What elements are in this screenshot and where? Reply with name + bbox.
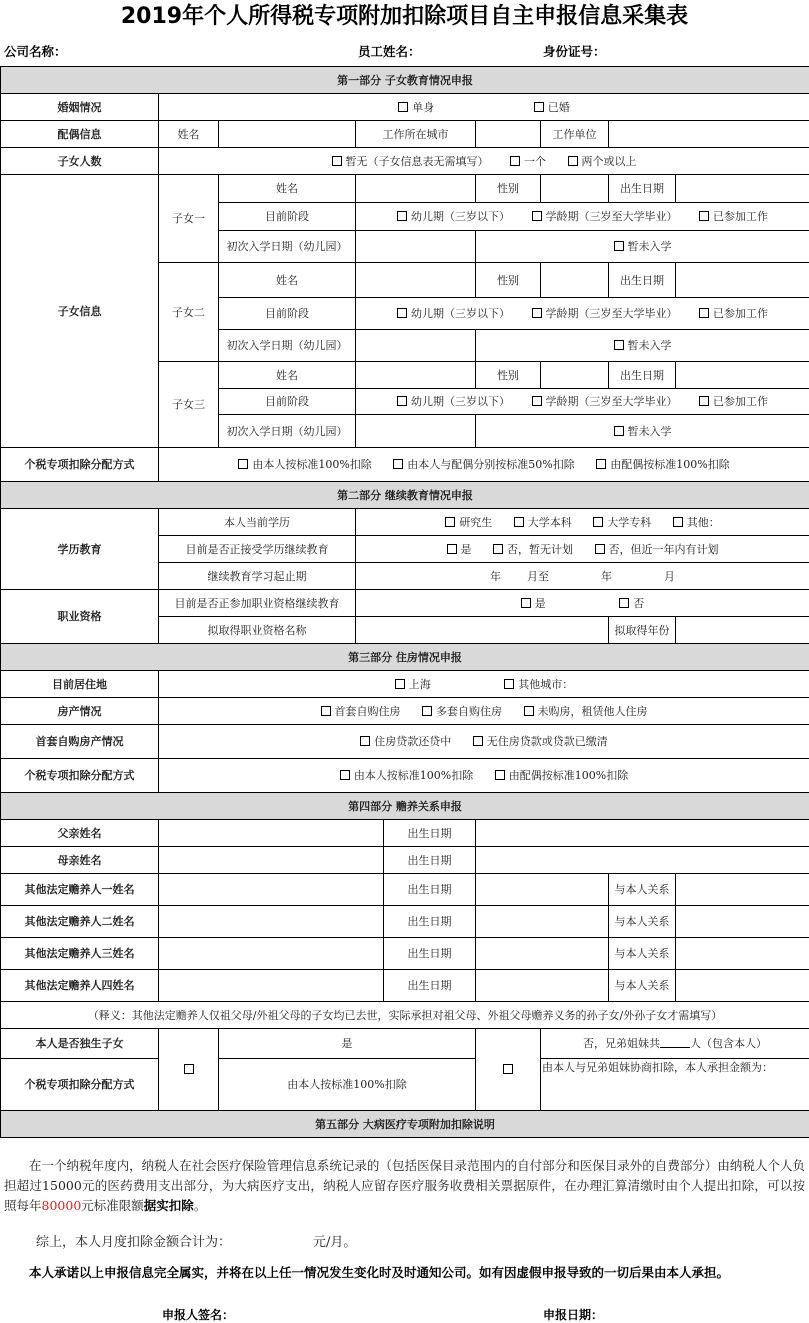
checkbox-icon[interactable] bbox=[619, 598, 629, 608]
cert-year-label: 拟取得年份 bbox=[609, 617, 676, 644]
checkbox-icon[interactable] bbox=[596, 459, 606, 469]
checkbox-icon[interactable] bbox=[699, 211, 709, 221]
father-name-field[interactable] bbox=[159, 820, 384, 847]
child-enroll-label: 初次入学日期（幼儿园） bbox=[219, 330, 356, 362]
checkbox-icon[interactable] bbox=[445, 517, 455, 527]
only-child-no-checkbox[interactable] bbox=[476, 1029, 541, 1111]
relation-label: 与本人关系 bbox=[609, 938, 676, 970]
other-dependent-birth-field[interactable] bbox=[476, 906, 609, 938]
father-birth-field[interactable] bbox=[476, 820, 809, 847]
child-stage-label: 目前阶段 bbox=[219, 203, 356, 231]
checkbox-icon[interactable] bbox=[398, 102, 408, 112]
form-title: 2019年个人所得税专项附加扣除项目自主申报信息采集表 bbox=[0, 2, 809, 32]
declaration-pledge: 本人承诺以上申报信息完全属实，并将在以上任一情况发生变化时及时通知公司。如有因虚假申报导致的一切后果由本人承担。 bbox=[4, 1264, 805, 1282]
id-number-label[interactable]: 身份证号： bbox=[543, 42, 606, 60]
s1-alloc-label: 个税专项扣除分配方式 bbox=[1, 448, 159, 482]
stage-school-option[interactable]: 学龄期（三岁至大学毕业） bbox=[532, 307, 678, 320]
stage-school-option[interactable]: 学龄期（三岁至大学毕业） bbox=[532, 210, 678, 223]
checkbox-icon[interactable] bbox=[473, 736, 483, 746]
checkbox-icon[interactable] bbox=[332, 156, 342, 166]
only-child-label: 本人是否独生子女 bbox=[1, 1029, 159, 1059]
stage-working-option[interactable]: 已参加工作 bbox=[699, 307, 768, 320]
declaration-table bbox=[0, 66, 809, 1138]
child-name-label: 姓名 bbox=[219, 362, 356, 389]
child-birth-field[interactable] bbox=[676, 263, 809, 298]
property-rent-option[interactable]: 未购房，租赁他人住房 bbox=[524, 705, 648, 718]
section-1-title: 第一部分 子女教育情况申报 bbox=[1, 67, 809, 94]
child-name-label: 姓名 bbox=[219, 263, 356, 298]
relation-field[interactable] bbox=[676, 874, 809, 906]
s4-yes-alloc: 由本人按标准100%扣除 bbox=[219, 1059, 476, 1111]
edu-label: 学历教育 bbox=[1, 509, 159, 590]
checkbox-icon[interactable] bbox=[503, 1064, 513, 1074]
child-name-field[interactable] bbox=[356, 263, 476, 298]
section-4-title: 第四部分 赡养关系申报 bbox=[1, 793, 809, 820]
birth-label: 出生日期 bbox=[384, 938, 476, 970]
property-options bbox=[159, 698, 809, 725]
only-child-yes-label: 是 bbox=[219, 1029, 476, 1059]
child-stage-options bbox=[356, 203, 809, 231]
marital-options bbox=[159, 94, 809, 121]
checkbox-icon[interactable] bbox=[510, 156, 520, 166]
checkbox-icon[interactable] bbox=[397, 211, 407, 221]
checkbox-icon[interactable] bbox=[532, 211, 542, 221]
residence-shanghai-option[interactable]: 上海 bbox=[395, 678, 431, 691]
checkbox-icon[interactable] bbox=[340, 770, 350, 780]
checkbox-icon[interactable] bbox=[184, 1064, 194, 1074]
checkbox-icon[interactable] bbox=[397, 308, 407, 318]
other-dependent-1-label: 其他法定赡养人一姓名 bbox=[1, 874, 159, 906]
residence-label: 目前居住地 bbox=[1, 671, 159, 698]
company-name-label[interactable]: 公司名称： bbox=[4, 42, 67, 60]
checkbox-icon[interactable] bbox=[568, 156, 578, 166]
s3-alloc-options bbox=[159, 759, 809, 793]
child-stage-label: 目前阶段 bbox=[219, 389, 356, 415]
birth-label: 出生日期 bbox=[384, 906, 476, 938]
child-enroll-field[interactable] bbox=[356, 330, 476, 362]
current-edu-label: 本人当前学历 bbox=[159, 509, 356, 536]
stage-school-option[interactable]: 学龄期（三岁至大学毕业） bbox=[532, 395, 678, 408]
ongoing-edu-options bbox=[356, 536, 809, 563]
s4-alloc-label: 个税专项扣除分配方式 bbox=[1, 1059, 159, 1111]
children-count-label: 子女人数 bbox=[1, 148, 159, 175]
relation-label: 与本人关系 bbox=[609, 874, 676, 906]
child-enroll-label: 初次入学日期（幼儿园） bbox=[219, 231, 356, 263]
cert-name-label: 拟取得职业资格名称 bbox=[159, 617, 356, 644]
child-stage-options bbox=[356, 389, 809, 415]
child-not-enrolled-option[interactable]: 暂未入学 bbox=[476, 415, 809, 448]
spouse-city-label: 工作所在城市 bbox=[356, 121, 476, 148]
cert-name-field[interactable] bbox=[356, 617, 609, 644]
first-home-label: 首套自购房产情况 bbox=[1, 725, 159, 759]
ongoing-yes-option[interactable]: 是 bbox=[447, 543, 472, 556]
child-not-enrolled-option[interactable]: 暂未入学 bbox=[476, 231, 809, 263]
edu-period-field[interactable]: 年 月至 年 月 bbox=[356, 563, 809, 590]
stage-infant-option[interactable]: 幼儿期（三岁以下） bbox=[397, 395, 510, 408]
children-one-option[interactable]: 一个 bbox=[510, 155, 546, 168]
cert-ongoing-options bbox=[356, 590, 809, 617]
residence-other-option[interactable]: 其他城市： bbox=[504, 678, 573, 691]
other-dependent-3-label: 其他法定赡养人三姓名 bbox=[1, 938, 159, 970]
s3-alloc-label: 个税专项扣除分配方式 bbox=[1, 759, 159, 793]
signature-label[interactable]: 申报人签名： bbox=[162, 1306, 234, 1323]
stage-infant-option[interactable]: 幼儿期（三岁以下） bbox=[397, 307, 510, 320]
edu-postgrad-option[interactable]: 研究生 bbox=[445, 516, 492, 529]
s1-alloc-options bbox=[159, 448, 809, 482]
mother-name-label: 母亲姓名 bbox=[1, 847, 159, 874]
other-dependent-name-field[interactable] bbox=[159, 970, 384, 1002]
child-name-field[interactable] bbox=[356, 175, 476, 203]
cert-label: 职业资格 bbox=[1, 590, 159, 644]
other-dependent-birth-field[interactable] bbox=[476, 970, 609, 1002]
checkbox-icon[interactable] bbox=[699, 308, 709, 318]
medical-description: 在一个纳税年度内，纳税人在社会医疗保险管理信息系统记录的（包括医保目录范围内的自付部分和医保目录外的自费部分）由纳税人个人负担超过15000元的医药费用支出部分，为大病医疗支出，纳税人应留存医疗服务收费相关票据原件，在办理汇算清缴时由个人提出扣除，可以按照每年80000元标准限额据实扣除。 bbox=[4, 1156, 805, 1216]
edu-other-option[interactable]: 其他： bbox=[673, 516, 720, 529]
child-birth-label: 出生日期 bbox=[609, 263, 676, 298]
edu-college-option[interactable]: 大学专科 bbox=[593, 516, 651, 529]
checkbox-icon[interactable] bbox=[532, 308, 542, 318]
spouse-city-field[interactable] bbox=[476, 121, 541, 148]
other-dependent-name-field[interactable] bbox=[159, 874, 384, 906]
other-dependent-name-field[interactable] bbox=[159, 906, 384, 938]
birth-label: 出生日期 bbox=[384, 820, 476, 847]
checkbox-icon[interactable] bbox=[493, 544, 503, 554]
edu-bachelor-option[interactable]: 大学本科 bbox=[514, 516, 572, 529]
checkbox-icon[interactable] bbox=[673, 517, 683, 527]
child-stage-label: 目前阶段 bbox=[219, 298, 356, 330]
checkbox-icon[interactable] bbox=[614, 241, 624, 251]
child-2-label: 子女二 bbox=[159, 263, 219, 362]
other-dependent-birth-field[interactable] bbox=[476, 938, 609, 970]
section-3-title: 第三部分 住房情况申报 bbox=[1, 644, 809, 671]
other-dependent-2-label: 其他法定赡养人二姓名 bbox=[1, 906, 159, 938]
relation-label: 与本人关系 bbox=[609, 906, 676, 938]
checkbox-icon[interactable] bbox=[532, 396, 542, 406]
child-enroll-field[interactable] bbox=[356, 415, 476, 448]
mother-birth-field[interactable] bbox=[476, 847, 809, 874]
child-gender-label: 性别 bbox=[476, 263, 541, 298]
child-1-label: 子女一 bbox=[159, 175, 219, 263]
children-count-options bbox=[159, 148, 809, 175]
checkbox-icon[interactable] bbox=[321, 706, 331, 716]
stage-infant-option[interactable]: 幼儿期（三岁以下） bbox=[397, 210, 510, 223]
spouse-employer-label: 工作单位 bbox=[541, 121, 609, 148]
spouse-employer-field[interactable] bbox=[609, 121, 809, 148]
cert-no-option[interactable]: 否 bbox=[619, 597, 644, 610]
alloc-self-option[interactable]: 由本人按标准100%扣除 bbox=[238, 458, 371, 471]
child-name-field[interactable] bbox=[356, 362, 476, 389]
relation-label: 与本人关系 bbox=[609, 970, 676, 1002]
checkbox-icon[interactable] bbox=[504, 679, 514, 689]
medical-limit-amount: 80000 bbox=[42, 1198, 82, 1213]
s4-no-alloc: 由本人与兄弟姐妹协商扣除，本人承担金额为： bbox=[541, 1059, 809, 1111]
checkbox-icon[interactable] bbox=[514, 517, 524, 527]
child-gender-label: 性别 bbox=[476, 362, 541, 389]
child-birth-field[interactable] bbox=[676, 175, 809, 203]
loan-none-option[interactable]: 无住房贷款或贷款已缴清 bbox=[473, 735, 608, 748]
edu-period-label: 继续教育学习起止期 bbox=[159, 563, 356, 590]
current-edu-options bbox=[356, 509, 809, 536]
child-not-enrolled-option[interactable]: 暂未入学 bbox=[476, 330, 809, 362]
cert-year-field[interactable] bbox=[676, 617, 809, 644]
relation-field[interactable] bbox=[676, 970, 809, 1002]
monthly-deduction-total[interactable]: 综上，本人月度扣除金额合计为： 元/月。 bbox=[36, 1231, 356, 1250]
children-two-plus-option[interactable]: 两个或以上 bbox=[568, 155, 637, 168]
property-label: 房产情况 bbox=[1, 698, 159, 725]
child-enroll-label: 初次入学日期（幼儿园） bbox=[219, 415, 356, 448]
child-birth-label: 出生日期 bbox=[609, 362, 676, 389]
checkbox-icon[interactable] bbox=[238, 459, 248, 469]
marital-single-option[interactable]: 单身 bbox=[398, 101, 434, 114]
checkbox-icon[interactable] bbox=[699, 396, 709, 406]
spouse-name-label: 姓名 bbox=[159, 121, 219, 148]
checkbox-icon[interactable] bbox=[395, 679, 405, 689]
mother-name-field[interactable] bbox=[159, 847, 384, 874]
birth-label: 出生日期 bbox=[384, 874, 476, 906]
checkbox-icon[interactable] bbox=[397, 396, 407, 406]
section-5-title: 第五部分 大病医疗专项附加扣除说明 bbox=[1, 1111, 809, 1138]
marital-label: 婚姻情况 bbox=[1, 94, 159, 121]
only-child-no-label: 否，兄弟姐妹共 人（包含本人） bbox=[541, 1029, 809, 1059]
ongoing-planned-option[interactable]: 否，但近一年内有计划 bbox=[595, 543, 719, 556]
child-enroll-field[interactable] bbox=[356, 231, 476, 263]
cert-ongoing-label: 目前是否正参加职业资格继续教育 bbox=[159, 590, 356, 617]
other-dependent-birth-field[interactable] bbox=[476, 874, 609, 906]
ongoing-edu-label: 目前是否正接受学历继续教育 bbox=[159, 536, 356, 563]
alloc-self-option[interactable]: 由本人按标准100%扣除 bbox=[340, 769, 473, 782]
child-birth-label: 出生日期 bbox=[609, 175, 676, 203]
spouse-name-field[interactable] bbox=[219, 121, 356, 148]
section-2-title: 第二部分 继续教育情况申报 bbox=[1, 482, 809, 509]
checkbox-icon[interactable] bbox=[595, 544, 605, 554]
cert-yes-option[interactable]: 是 bbox=[521, 597, 546, 610]
relation-field[interactable] bbox=[676, 906, 809, 938]
checkbox-icon[interactable] bbox=[521, 598, 531, 608]
sibling-count-field[interactable] bbox=[660, 1037, 690, 1048]
other-dependent-4-label: 其他法定赡养人四姓名 bbox=[1, 970, 159, 1002]
child-name-label: 姓名 bbox=[219, 175, 356, 203]
checkbox-icon[interactable] bbox=[614, 426, 624, 436]
birth-label: 出生日期 bbox=[384, 847, 476, 874]
child-gender-label: 性别 bbox=[476, 175, 541, 203]
ongoing-no-plan-option[interactable]: 否，暂无计划 bbox=[493, 543, 573, 556]
marital-married-option[interactable]: 已婚 bbox=[534, 101, 570, 114]
children-none-option[interactable]: 暂无（子女信息表无需填写） bbox=[332, 155, 489, 168]
checkbox-icon[interactable] bbox=[495, 770, 505, 780]
loan-repaying-option[interactable]: 住房贷款还贷中 bbox=[360, 735, 451, 748]
relation-field[interactable] bbox=[676, 938, 809, 970]
dependent-note: （释义：其他法定赡养人仅祖父母/外祖父母的子女均已去世，实际承担对祖父母、外祖父母赡养义务的孙子女/外孙子女才需填写） bbox=[1, 1002, 809, 1029]
first-home-options bbox=[159, 725, 809, 759]
child-gender-field[interactable] bbox=[541, 175, 609, 203]
child-birth-field[interactable] bbox=[676, 362, 809, 389]
only-child-yes-checkbox[interactable] bbox=[159, 1029, 219, 1111]
checkbox-icon[interactable] bbox=[593, 517, 603, 527]
alloc-split-option[interactable]: 由本人与配偶分别按标准50%扣除 bbox=[393, 458, 574, 471]
stage-working-option[interactable]: 已参加工作 bbox=[699, 210, 768, 223]
child-stage-options bbox=[356, 298, 809, 330]
father-name-label: 父亲姓名 bbox=[1, 820, 159, 847]
stage-working-option[interactable]: 已参加工作 bbox=[699, 395, 768, 408]
alloc-spouse-option[interactable]: 由配偶按标准100%扣除 bbox=[596, 458, 729, 471]
child-gender-field[interactable] bbox=[541, 263, 609, 298]
checkbox-icon[interactable] bbox=[524, 706, 534, 716]
checkbox-icon[interactable] bbox=[447, 544, 457, 554]
checkbox-icon[interactable] bbox=[534, 102, 544, 112]
checkbox-icon[interactable] bbox=[614, 340, 624, 350]
birth-label: 出生日期 bbox=[384, 970, 476, 1002]
employee-name-label[interactable]: 员工姓名： bbox=[358, 42, 421, 60]
alloc-spouse-option[interactable]: 由配偶按标准100%扣除 bbox=[495, 769, 628, 782]
property-multi-option[interactable]: 多套自购住房 bbox=[422, 705, 502, 718]
checkbox-icon[interactable] bbox=[422, 706, 432, 716]
checkbox-icon[interactable] bbox=[393, 459, 403, 469]
date-label[interactable]: 申报日期： bbox=[543, 1306, 603, 1323]
property-first-option[interactable]: 首套自购住房 bbox=[321, 705, 401, 718]
children-info-label: 子女信息 bbox=[1, 175, 159, 448]
child-gender-field[interactable] bbox=[541, 362, 609, 389]
checkbox-icon[interactable] bbox=[360, 736, 370, 746]
child-3-label: 子女三 bbox=[159, 362, 219, 448]
other-dependent-name-field[interactable] bbox=[159, 938, 384, 970]
residence-options bbox=[159, 671, 809, 698]
spouse-label: 配偶信息 bbox=[1, 121, 159, 148]
